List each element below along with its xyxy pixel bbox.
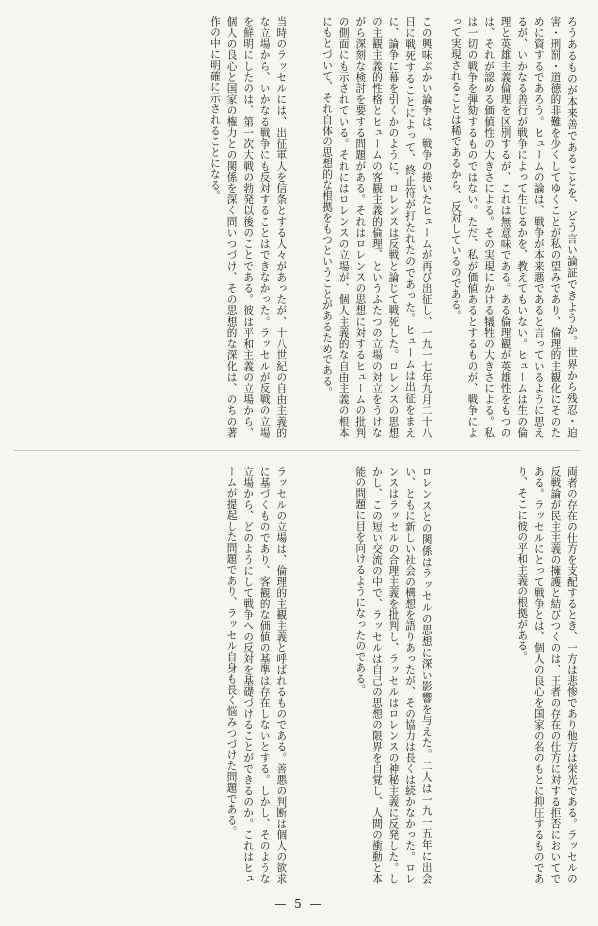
top-tier [14,16,580,438]
bottom-text-block-4 [14,466,144,884]
bottom-tier [14,466,580,884]
top-text-block-3: 当時のラッセルには、出征軍人を信条とする人々があったが、十八世紀の自由主義的な立場から、いかなる戦争にも反対することはできなかった。ラッセルが反戦の立場を鮮明にしたのは、第一次大戦の勃発以後のことである。彼は平和主義の立場から、個人の良心と国家の権力との関係を深く問いつづけ、その思想的な深化は、のちの著作の中に明確に示されることになる。 [208,16,288,438]
bottom-text-block-1: 両者の存在の仕方を支配するとき、一方は悲惨であり他方は栄光である。ラッセルの反戦論が民主主義の擁護と結びつくのは、王者の存在の仕方に対する拒否においてである。ラッセルにとって戦争とは、個人の良心を国家の名のもとに抑圧するものであり、そこに彼の平和主義の根拠がある。 [516,466,578,884]
top-text-block-4 [14,16,144,438]
tier-divider [14,450,580,451]
top-text-block-1: ろうあるものが本来善であることを、どう言い論証できようか。世界から残忍・迫害・刑罰・道徳的非難を少くしてゆくことが私の望みであり、倫理的主観化にそのために資するであろう。ヒュームの論は、戦争が本来悪であると言っているように思えるが、いかなる善行が戦争によって生じるかを、教えてもいない。ヒュームは生の倫理と英雄主義倫理を区別するが、これは無意味である。ある倫理観が英雄性をもつのは、それが認める価値性の大きさによる。その実現にかける犠牲の大きさによる。私は一切の戦争を弾劾するものではない。ただ、私が価値あるとするものが、戦争によって実現されることは稀であるから、反対しているのである。 [449,16,578,438]
bottom-text-block-3: ラッセルの立場は、倫理的主観主義と呼ばれるものである。善悪の判断は個人の欲求に基づくものであり、客観的な価値の基準は存在しないとする。しかし、そのような立場から、どのようにして戦争への反対を基礎づけることができるのか。これはヒュームが提起した問題であり、ラッセル自身も長く悩みつづけた問題である。 [225,466,288,884]
top-text-block-2: この興味ぶかい論争は、戦争の捲いたヒュームが再び出征し、一九一七年九月二十八日に戦死することによって、終止符が打たれたのであった。ヒュームは出征をまえに、論争に幕を引くかのように、ロレンスは反戦と論じて戦死した。ロレンスの思想の主観主義的性格とヒュームの客観主義的倫理、というふたつの立場の対立をうけながら深刻な検討を要する問題がある。それはロレンスの思想に対するヒュームの批判の側面にも示されている。それにはロレンスの立場が、個人主義的な自由主義の根本にもとづいて、それ自体の思想的な根拠をもつということがあるためである。 [321,16,433,438]
bottom-text-block-2: ロレンスとの関係はラッセルの思想に深い影響を与えた。二人は一九一五年に出会い、ともに新しい社会の構想を語りあったが、その協力は長くは続かなかった。ロレンスはラッセルの合理主義を批判し、ラッセルはロレンスの神秘主義に反発した。しかし、この短い交流の中で、ラッセルは自己の思想の限界を自覚し、人間の衝動と本能の問題に目を向けるようになったのである。 [354,466,433,884]
page-number: — 5 — [274,897,324,911]
